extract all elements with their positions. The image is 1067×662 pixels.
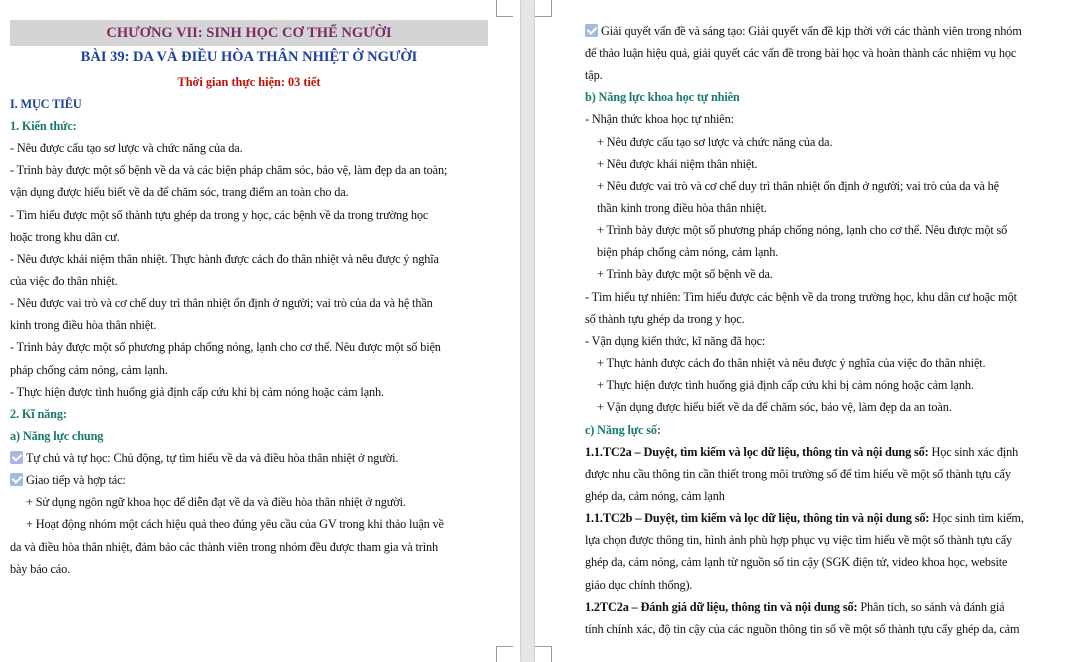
- paragraph-line: + Nêu được cấu tạo sơ lược và chức năng của da.: [597, 135, 833, 149]
- checklist-item: [10, 472, 126, 488]
- paragraph-line: da và điều hòa thân nhiệt, đảm bảo các thành viên trong nhóm đều được tham gia và trình: [10, 540, 438, 554]
- paragraph-line: - Trình bày được một số phương pháp chống nóng, lạnh cho cơ thể. Nêu được một số biện: [10, 340, 441, 354]
- paragraph-line: + Sử dụng ngôn ngữ khoa học để diễn đạt về da và điều hòa thân nhiệt ở người.: [26, 495, 406, 509]
- paragraph-line: bày báo cáo.: [10, 562, 70, 576]
- competence-code: 1.1.TC2b – Duyệt, tìm kiếm và lọc dữ liệu, thông tin và nội dung số:: [585, 511, 930, 525]
- paragraph-line: - Trình bày được một số bệnh về da và các biện pháp chăm sóc, bảo vệ, làm đẹp da an toàn;: [10, 163, 448, 177]
- paragraph-line: số thành tựu ghép da trong y học.: [585, 312, 745, 326]
- general-competence-heading: a) Năng lực chung: [10, 429, 104, 443]
- document-page-right: [535, 0, 1067, 662]
- checklist-label: Tự chủ và tự học: Chủ động, tự tìm hiểu về da và điều hòa thân nhiệt ở người.: [26, 451, 399, 465]
- paragraph-line: hoặc trong khu dân cư.: [10, 230, 120, 244]
- paragraph-line: [585, 510, 1024, 526]
- paragraph-line: tập.: [585, 68, 603, 82]
- paragraph-line: [585, 444, 1018, 460]
- paragraph-line: - Tìm hiểu tự nhiên: Tìm hiểu được các bệnh về da trong trường học, khu dân cư hoặc một: [585, 290, 1017, 304]
- duration-text: Thời gian thực hiện: 03 tiết: [177, 75, 321, 89]
- competence-text: Phân tích, so sánh và đánh giá: [857, 600, 1005, 614]
- paragraph-line: - Thực hiện được tình huống giả định cấp cứu khi bị cảm nóng hoặc cảm lạnh.: [10, 385, 384, 399]
- digital-competence-heading: c) Năng lực số:: [585, 423, 661, 437]
- paragraph-line: + Hoạt động nhóm một cách hiệu quả theo đúng yêu cầu của GV trong khi thảo luận về: [26, 517, 444, 531]
- paragraph-line: để thảo luận hiệu quả, giải quyết các vấn đề trong bài học và hoàn thành các nhiệm vụ học: [585, 46, 1017, 60]
- paragraph-line: tính chính xác, độ tin cậy của các nguồn thông tin số về một số thành tựu cấy ghép da, cảm: [585, 622, 1020, 636]
- checkbox-icon: [10, 473, 23, 486]
- checklist-label: Giao tiếp và hợp tác:: [26, 473, 126, 487]
- checklist-item: [10, 450, 398, 466]
- paragraph-line: + Vận dụng được hiểu biết về da để chăm sóc, bảo vệ, làm đẹp da an toàn.: [597, 400, 952, 414]
- paragraph-line: của việc đo thân nhiệt.: [10, 274, 118, 288]
- competence-code: 1.2TC2a – Đánh giá dữ liệu, thông tin và nội dung số:: [585, 600, 858, 614]
- paragraph-line: biện pháp chống cảm nóng, cảm lạnh.: [597, 245, 779, 259]
- paragraph-line: - Vận dụng kiến thức, kĩ năng đã học:: [585, 334, 766, 348]
- checkbox-icon: [10, 451, 23, 464]
- corner-marker: [496, 0, 513, 17]
- paragraph-line: - Nêu được khái niệm thân nhiệt. Thực hành được cách đo thân nhiệt và nêu được ý nghĩa: [10, 252, 439, 266]
- paragraph-line: vận dụng được hiểu biết về da để chăm sóc, trang điểm an toàn cho da.: [10, 185, 349, 199]
- paragraph-line: kinh trong điều hòa thân nhiệt.: [10, 318, 157, 332]
- natural-science-heading: b) Năng lực khoa học tự nhiên: [585, 90, 740, 104]
- paragraph-line: - Nêu được cấu tạo sơ lược và chức năng của da.: [10, 141, 243, 155]
- paragraph-line: + Nêu được khái niệm thân nhiệt.: [597, 157, 758, 171]
- paragraph-line: giáo dục chính thống).: [585, 578, 693, 592]
- competence-text: Học sinh xác định: [928, 445, 1019, 459]
- checkbox-icon: [585, 24, 598, 37]
- paragraph-line: + Thực hiện được tình huống giả định cấp cứu khi bị cảm nóng hoặc cảm lạnh.: [597, 378, 974, 392]
- paragraph-line: ghép da, cảm nóng, cảm lạnh từ nguồn số tin cậy (SGK điện tử, video khoa học, website: [585, 555, 1008, 569]
- corner-marker: [535, 646, 552, 662]
- checklist-label: Giải quyết vấn đề và sáng tạo: Giải quyết vấn đề kịp thời với các thành viên trong nhóm: [601, 24, 1022, 38]
- paragraph-line: pháp chống cảm nóng, cảm lạnh.: [10, 363, 168, 377]
- skills-heading: 2. Kĩ năng:: [10, 407, 67, 421]
- paragraph-line: - Tìm hiểu được một số thành tựu ghép da trong y học, các bệnh về da trong trường học: [10, 208, 429, 222]
- lesson-title: BÀI 39: DA VÀ ĐIỀU HÒA THÂN NHIỆT Ở NGƯỜI: [80, 49, 418, 65]
- paragraph-line: ghép da, cảm nóng, cảm lạnh: [585, 489, 725, 503]
- paragraph-line: + Trình bày được một số bệnh về da.: [597, 267, 773, 281]
- paragraph-line: + Trình bày được một số phương pháp chống nóng, lạnh cho cơ thể. Nêu được một số: [597, 223, 1008, 237]
- paragraph-line: được nhu cầu thông tin cần thiết trong môi trường số để tìm hiểu về một số thành tựu cấy: [585, 467, 1011, 481]
- paragraph-line: - Nêu được vai trò và cơ chế duy trì thân nhiệt ổn định ở người; vai trò của da và hệ thần: [10, 296, 433, 310]
- chapter-title: CHƯƠNG VII: SINH HỌC CƠ THỂ NGƯỜI: [106, 25, 392, 41]
- corner-marker: [535, 0, 552, 17]
- competence-code: 1.1.TC2a – Duyệt, tìm kiếm và lọc dữ liệu, thông tin và nội dung số:: [585, 445, 929, 459]
- paragraph-line: + Nêu được vai trò và cơ chế duy trì thân nhiệt ổn định ở người; vai trò của da và hệ: [597, 179, 999, 193]
- document-page-left: [0, 0, 520, 662]
- paragraph-line: [585, 599, 1004, 615]
- corner-marker: [496, 646, 513, 662]
- knowledge-heading: 1. Kiến thức:: [10, 119, 77, 133]
- checklist-item: [585, 23, 1022, 39]
- section-heading-objectives: I. MỤC TIÊU: [10, 97, 82, 111]
- paragraph-line: lựa chọn được thông tin, hình ảnh phù hợp phục vụ việc tìm hiểu về một số thành tựu cấy: [585, 533, 1013, 547]
- paragraph-line: - Nhận thức khoa học tự nhiên:: [585, 112, 734, 126]
- competence-text: Học sinh tìm kiếm,: [929, 511, 1024, 525]
- paragraph-line: thần kinh trong điều hòa thân nhiệt.: [597, 201, 767, 215]
- paragraph-line: + Thực hành được cách đo thân nhiệt và nêu được ý nghĩa của việc đo thân nhiệt.: [597, 356, 986, 370]
